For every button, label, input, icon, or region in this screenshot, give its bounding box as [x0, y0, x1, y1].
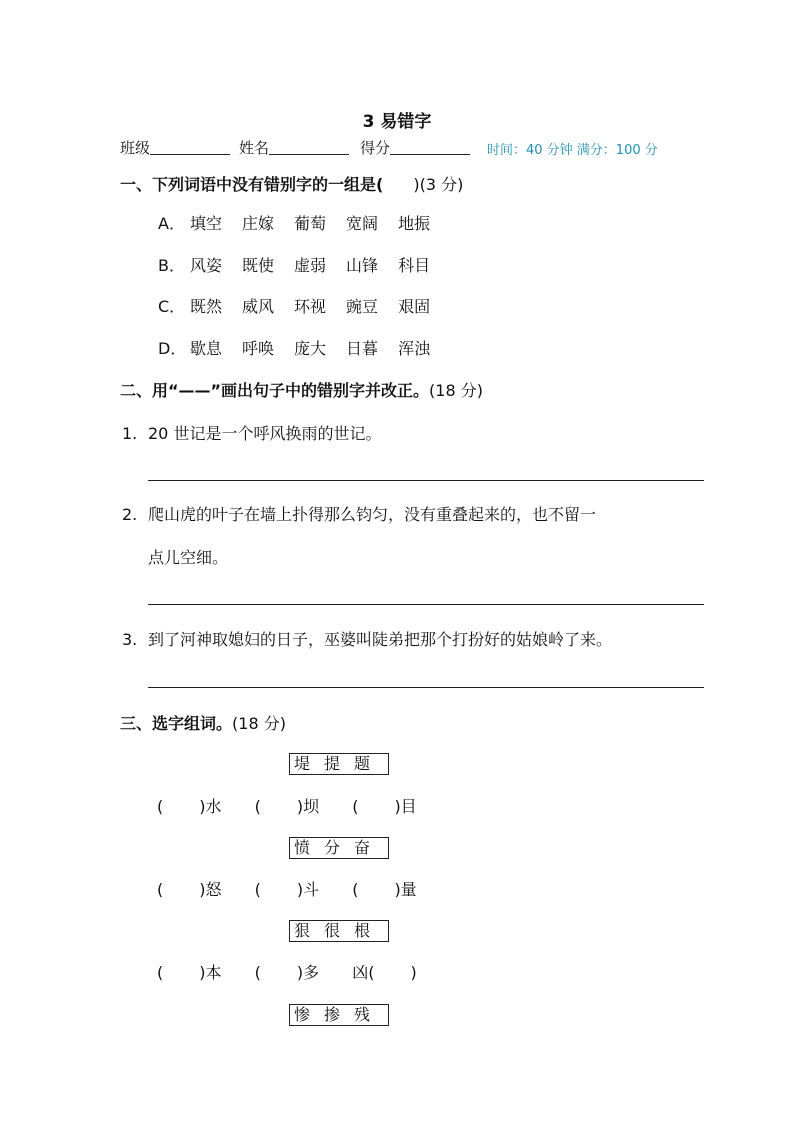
- choice-box-4: 惨掺残: [289, 1004, 389, 1026]
- fill-row-1: ( )水 ( )坝 ( )目: [157, 797, 417, 816]
- option-a[interactable]: A． 填空 庄嫁 葡萄 宽阔 地振: [158, 214, 431, 233]
- choice-box-3: 狠很根: [289, 920, 389, 942]
- name-label: 姓名: [239, 139, 270, 157]
- section2-heading: 二、用“——”画出句子中的错别字并改正。(18 分): [120, 381, 483, 400]
- answer-line-2[interactable]: [148, 604, 704, 605]
- score-field: [360, 137, 470, 158]
- score-blank[interactable]: [390, 139, 470, 155]
- section1-heading: 一、下列词语中没有错别字的一组是( )(3 分): [120, 175, 464, 194]
- fill-row-3: ( )本 ( )多 凶( ): [157, 963, 417, 982]
- section3-heading: 三、选字组词。(18 分): [120, 714, 286, 733]
- name-blank[interactable]: [269, 139, 349, 155]
- class-blank[interactable]: [150, 139, 230, 155]
- answer-line-3[interactable]: [148, 687, 704, 688]
- question-2-continued: 点儿空细。: [148, 548, 229, 567]
- choice-box-2: 愤分奋: [289, 837, 389, 859]
- option-c[interactable]: C． 既然 威风 环视 豌豆 艰固: [158, 297, 431, 316]
- class-field: [120, 137, 230, 158]
- page-title: 3 易错字: [362, 112, 432, 132]
- fill-row-2: ( )怒 ( )斗 ( )量: [157, 880, 417, 899]
- class-label: 班级: [120, 139, 151, 157]
- question-2: 2. 爬山虎的叶子在墙上扑得那么钧匀，没有重叠起来的，也不留一: [122, 505, 597, 524]
- time-info: 时间：40 分钟 满分：100 分: [487, 143, 658, 158]
- question-1: 1. 20 世记是一个呼风换雨的世记。: [122, 424, 382, 443]
- option-b[interactable]: B． 风姿 既使 虚弱 山锋 科目: [158, 256, 431, 275]
- option-d[interactable]: D． 歇息 呼唤 庞大 日暮 浑浊: [158, 339, 431, 358]
- name-field: [239, 137, 349, 158]
- answer-line-1[interactable]: [148, 480, 704, 481]
- choice-box-1: 堤提题: [289, 753, 389, 775]
- question-3: 3. 到了河神取媳妇的日子，巫婆叫陡弟把那个打扮好的姑娘岭了来。: [122, 630, 613, 649]
- score-label: 得分: [360, 139, 391, 157]
